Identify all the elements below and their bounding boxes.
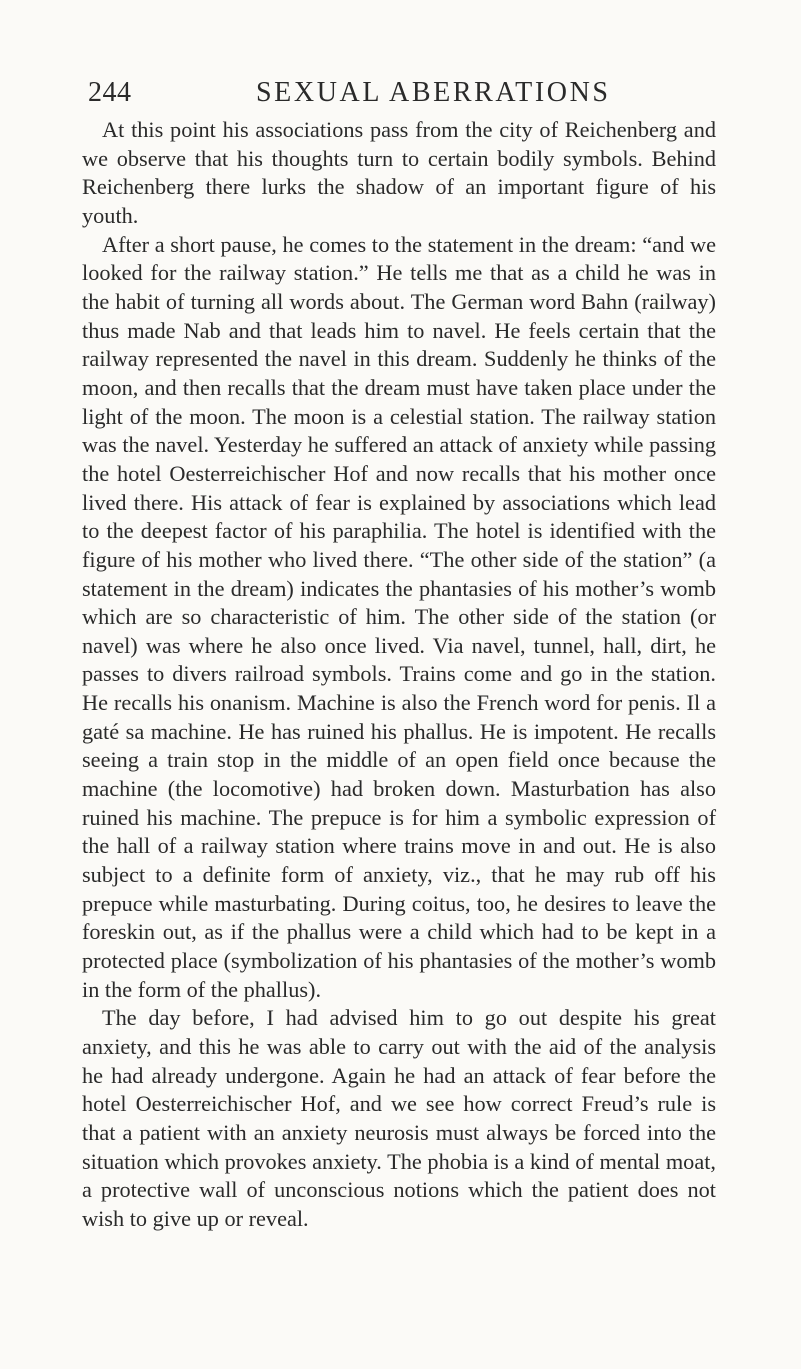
page-number: 244 (88, 77, 132, 108)
body-text (82, 116, 716, 1234)
running-head: SEXUAL ABERRATIONS (256, 77, 611, 108)
paragraph: The day before, I had advised him to go out despite his great anxiety, and this he was able to carry out with the aid of the analysis he had already undergone. Again he had an attack of fear before the hotel Oesterreichischer Hof, and we see how correct Freud’s rule is that a patient with an anxiety neurosis must always be forced into the situation which provokes anxiety. The phobia is a kind of mental moat, a protective wall of unconscious notions which the patient does not wish to give up or reveal. (82, 1005, 716, 1231)
paragraph: At this point his associations pass from the city of Reichenberg and we observe that his thoughts turn to certain bodily symbols. Behind Reichenberg there lurks the shadow of an important figure of his youth. (82, 117, 716, 228)
paragraph: After a short pause, he comes to the statement in the dream: “and we looked for the railway station.” He tells me that as a child he was in the habit of turning all words about. The German word Bahn (railway) thus made Nab and that leads him to navel. He feels certain that the railway represented the navel in this dream. Suddenly he thinks of the moon, and then recalls that the dream must have taken place under the light of the moon. The moon is a celestial station. The railway station was the navel. Yesterday he suffered an attack of anxiety while passing the hotel Oesterreichischer Hof and now recalls that his mother once lived there. His attack of fear is explained by associations which lead to the deepest factor of his paraphilia. The hotel is identified with the figure of his mother who lived there. “The other side of the station” (a statement in the dream) indicates the phantasies of his mother’s womb which are so characteristic of him. The other side of the station (or navel) was where he also once lived. Via navel, tunnel, hall, dirt, he passes to divers railroad symbols. Trains come and go in the station. He recalls his onanism. Machine is also the French word for penis. Il a gaté sa machine. He has ruined his phallus. He is impotent. He recalls seeing a train stop in the middle of an open field once because the machine (the locomotive) had broken down. Masturbation has also ruined his machine. The prepuce is for him a symbolic expression of the hall of a railway station where trains move in and out. He is also subject to a definite form of anxiety, viz., that he may rub off his prepuce while masturbating. During coitus, too, he desires to leave the foreskin out, as if the phallus were a child which had to be kept in a protected place (symbolization of his phantasies of the mother’s womb in the form of the phallus). (82, 231, 716, 1002)
